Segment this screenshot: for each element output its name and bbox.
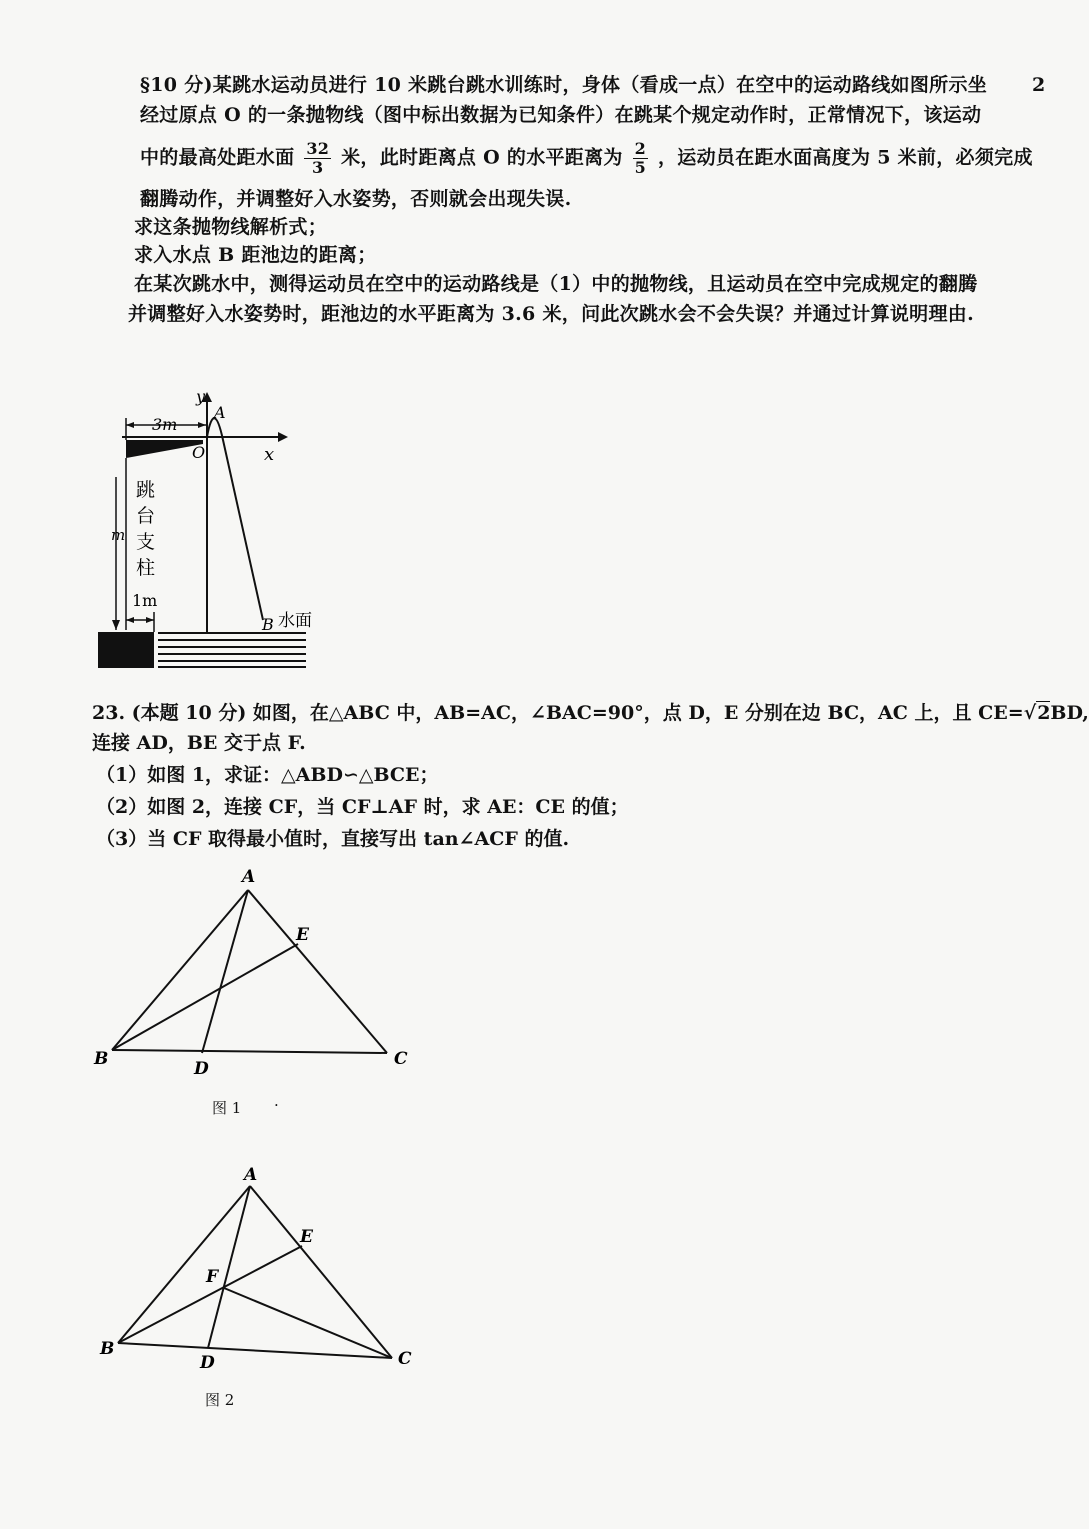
q23-sub1: （1）如图 1，求证：△ABD∽△BCE； [96, 764, 439, 786]
figure-2-caption: 图 2 [205, 1391, 235, 1409]
label-x: x [264, 444, 275, 465]
frac1-numerator: 32 [306, 139, 330, 158]
sqrt-value: 2 [1037, 702, 1051, 724]
pillar-char-4: 柱 [136, 557, 156, 579]
dimension-3m-arrow-right [198, 422, 206, 428]
q22-part2: 求入水点 B 距池边的距离； [134, 244, 377, 266]
dimension-1m-arrow-left [126, 617, 134, 623]
dimension-10m-arrow [112, 620, 120, 630]
frac2-denominator: 5 [634, 158, 647, 177]
parabola-path [207, 418, 263, 620]
fraction-2-5 [633, 140, 648, 177]
label-y: y [196, 387, 206, 406]
pillar-char-3: 支 [136, 531, 156, 553]
q23-sub3: （3）当 CF 取得最小值时，直接写出 tan∠ACF 的值. [96, 828, 570, 850]
fig2-label-C: C [398, 1349, 412, 1369]
label-1m: 1m [132, 591, 158, 610]
q23-line1-post: BD, [1050, 702, 1089, 724]
q22-line2: 经过原点 O 的一条抛物线（图中标出数据为已知条件）在跳某个规定动作时，正常情况下，该运动 [140, 104, 982, 126]
figure-1-caption: 图 1 [212, 1099, 242, 1117]
q22-part1: 求这条抛物线解析式； [134, 216, 328, 238]
diving-diagram [90, 380, 350, 680]
segment-AB [112, 890, 248, 1050]
segment-BC [112, 1050, 387, 1053]
frac1-denominator: 3 [312, 158, 324, 177]
segment-AC [248, 890, 387, 1053]
q22-line3-post: ，运动员在距水面高度为 5 米前，必须完成 [658, 146, 1033, 169]
label-A: A [214, 403, 226, 422]
water-surface [158, 632, 306, 668]
fig1-label-B: B [94, 1049, 109, 1069]
q23-line1 [92, 700, 1089, 726]
page-number: 2 [1032, 74, 1046, 96]
q22-line4: 翻腾动作，并调整好入水姿势，否则就会出现失误. [140, 188, 572, 210]
q22-line8: 并调整好入水姿势时，距池边的水平距离为 3.6 米，问此次跳水会不会失误？并通过计算说明理由. [128, 303, 975, 325]
frac2-numerator: 2 [634, 139, 647, 158]
fig2-label-E: E [300, 1227, 313, 1247]
fig1-label-D: D [194, 1059, 209, 1079]
q22-part3: 在某次跳水中，测得运动员在空中的运动路线是（1）中的抛物线，且运动员在空中完成规定的翻腾 [134, 273, 978, 295]
fig2-label-D: D [200, 1353, 215, 1373]
q22-line3 [140, 140, 1033, 177]
segment-CF [224, 1288, 392, 1358]
segment-AC [250, 1186, 392, 1358]
q23-line1-pre: 23. (本题 10 分) 如图，在△ABC 中，AB=AC，∠BAC=90°，点 D，E 分别在边 BC，AC 上，且 CE= [92, 702, 1024, 724]
label-m: m [111, 526, 126, 544]
fig2-label-A: A [244, 1165, 258, 1185]
q22-line3-mid: 米，此时距离点 O 的水平距离为 [341, 146, 623, 169]
segment-AD [202, 890, 248, 1053]
fig1-label-A: A [242, 867, 256, 887]
label-3m: 3m [152, 415, 178, 434]
stray-dot: · [274, 1096, 279, 1114]
label-O: O [192, 443, 206, 462]
sqrt-symbol: √ [1023, 702, 1037, 724]
q22-line1: §10 分)某跳水运动员进行 10 米跳台跳水训练时，身体（看成一点）在空中的运动路线如图所示坐 [140, 74, 988, 96]
label-water: 水面 [278, 611, 312, 631]
dimension-1m-arrow-right [146, 617, 154, 623]
label-B: B [262, 615, 274, 634]
segment-BE [118, 1246, 302, 1343]
fraction-32-3 [304, 140, 331, 177]
pillar-char-1: 跳 [136, 479, 156, 501]
pool-edge [98, 632, 154, 668]
fig2-label-F: F [206, 1267, 219, 1287]
pillar-char-2: 台 [136, 505, 156, 527]
q22-line3-pre: 中的最高处距水面 [140, 146, 295, 169]
segment-BC [118, 1343, 392, 1358]
fig1-label-E: E [296, 925, 309, 945]
segment-BE [112, 944, 298, 1050]
x-axis-arrow [278, 432, 288, 442]
fig2-label-B: B [100, 1339, 115, 1359]
dimension-3m-arrow-left [126, 422, 134, 428]
q23-sub2: （2）如图 2，连接 CF，当 CF⊥AF 时，求 AE：CE 的值； [96, 796, 629, 818]
figure-1 [80, 860, 440, 1090]
figure-2 [90, 1160, 430, 1380]
fig1-label-C: C [394, 1049, 408, 1069]
q23-line2: 连接 AD，BE 交于点 F. [92, 732, 306, 754]
